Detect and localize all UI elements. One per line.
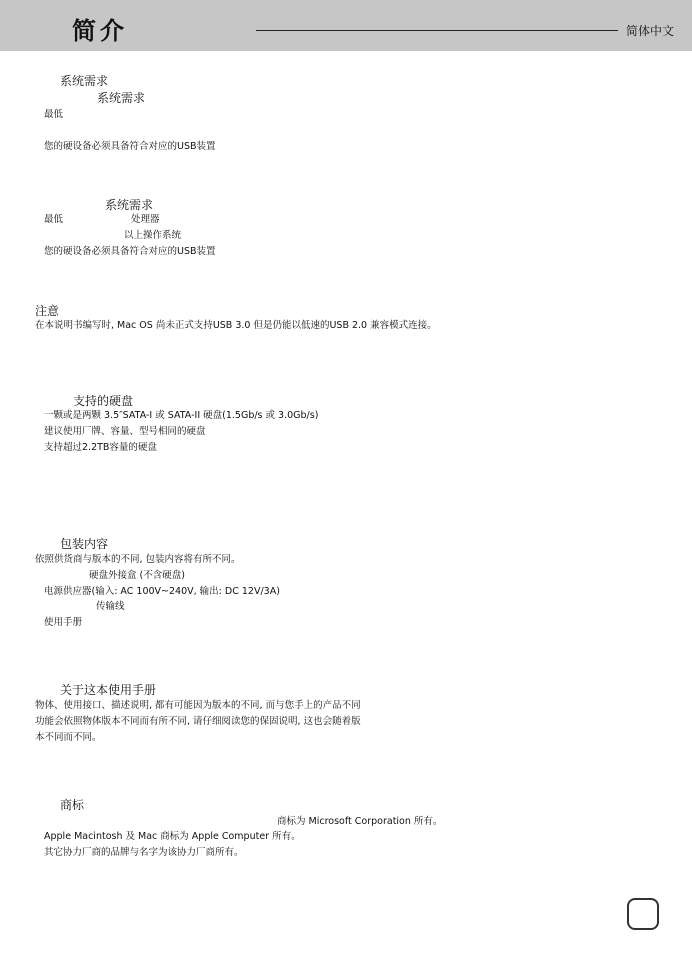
drives-heading: 支持的硬盘 <box>73 394 134 408</box>
manual-line-1: 物体、使用接口、描述说明, 都有可能因为版本的不同, 而与您手上的产品不同 <box>35 700 361 711</box>
page-number-box <box>627 898 659 930</box>
sysreq2-processor: 处理器 <box>131 214 160 225</box>
package-item-cable: 传输线 <box>96 601 125 612</box>
package-item-power: 电源供应器(输入: AC 100V~240V, 输出: DC 12V/3A) <box>44 586 280 597</box>
drives-line-2: 建议使用厂牌、容量、型号相同的硬盘 <box>44 426 206 437</box>
sysreq2-min-label: 最低 <box>44 214 64 225</box>
sysreq2-os: 以上操作系统 <box>124 230 182 241</box>
sysreq1-heading: 系统需求 <box>60 74 109 88</box>
trademark-heading: 商标 <box>60 798 85 812</box>
sysreq1-usb-note: 您的硬设备必须具备符合对应的USB装置 <box>44 141 216 152</box>
manual-line-3: 本不同而不同。 <box>35 732 102 743</box>
sysreq1-subheading: 系统需求 <box>97 91 146 105</box>
trademark-line-1: 商标为 Microsoft Corporation 所有。 <box>277 816 443 827</box>
manual-heading: 关于这本使用手册 <box>60 683 157 697</box>
manual-line-2: 功能会依照物体版本不同而有所不同, 请仔细阅读您的保固说明, 这也会随着版 <box>35 716 361 727</box>
package-item-enclosure: 硬盘外接盒 (不含硬盘) <box>89 570 185 581</box>
note-heading: 注意 <box>35 304 60 318</box>
trademark-line-3: 其它协力厂商的品牌与名字为该协力厂商所有。 <box>44 847 244 858</box>
package-intro: 依照供货商与版本的不同, 包装内容将有所不同。 <box>35 554 241 565</box>
drives-line-3: 支持超过2.2TB容量的硬盘 <box>44 442 157 453</box>
trademark-line-2: Apple Macintosh 及 Mac 商标为 Apple Computer 所有。 <box>44 831 301 842</box>
header-divider <box>256 30 618 31</box>
package-item-manual: 使用手册 <box>44 617 83 628</box>
sysreq2-usb-note: 您的硬设备必须具备符合对应的USB装置 <box>44 246 216 257</box>
language-label: 简体中文 <box>626 24 675 38</box>
note-text: 在本说明书编写时, Mac OS 尚未正式支持USB 3.0 但是仍能以低速的USB 2.0 兼容模式连接。 <box>35 320 437 331</box>
sysreq1-min-label: 最低 <box>44 109 64 120</box>
sysreq2-heading: 系统需求 <box>105 198 154 212</box>
package-heading: 包装内容 <box>60 537 109 551</box>
page-title: 简介 <box>72 17 128 45</box>
drives-line-1: 一颗或是两颗 3.5″SATA-I 或 SATA-II 硬盘(1.5Gb/s 或 3.0Gb/s) <box>44 410 319 421</box>
